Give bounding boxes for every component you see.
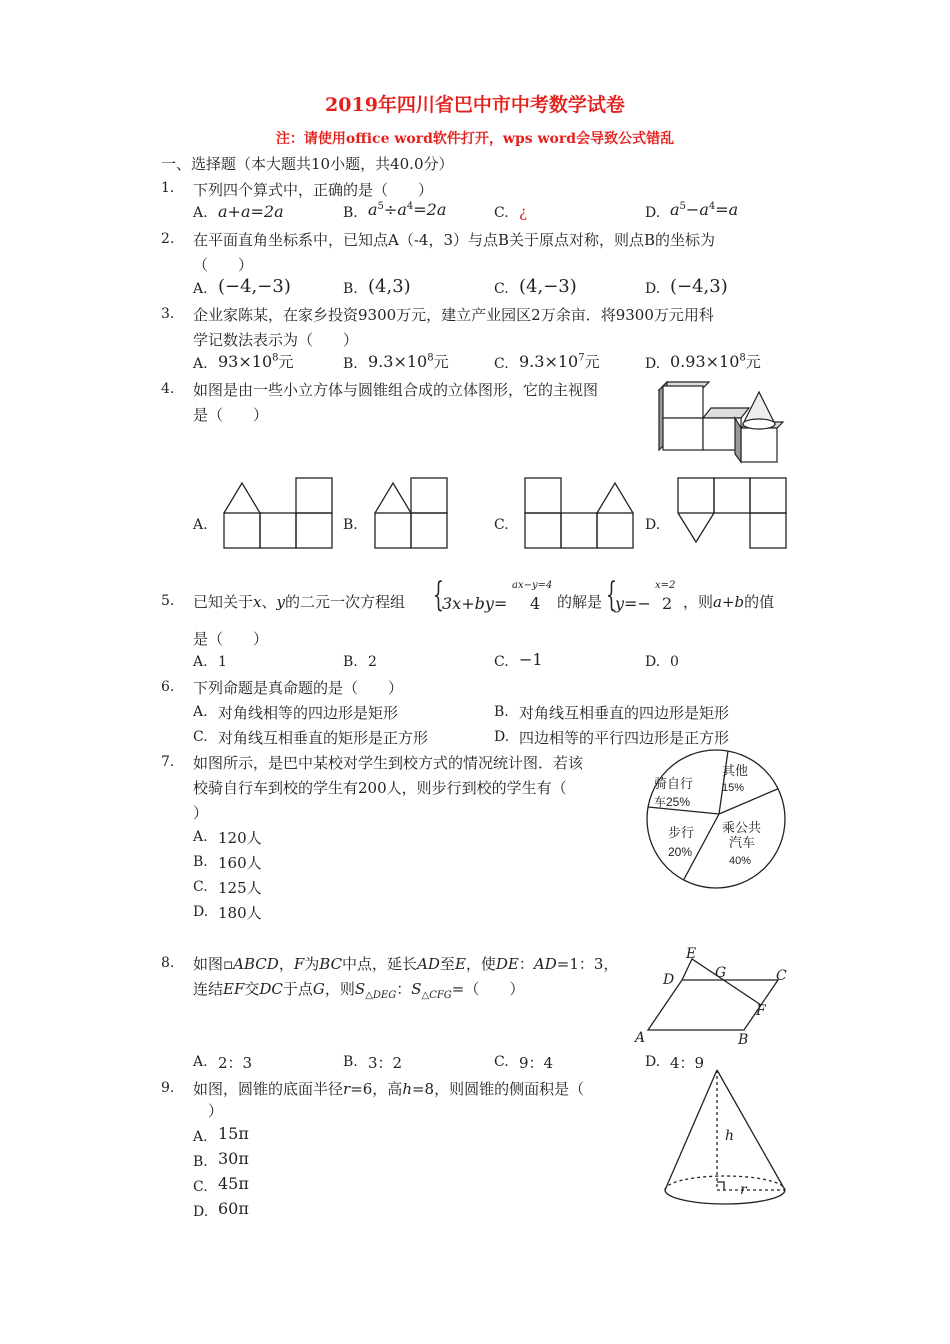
- q6-option-c: 对角线互相垂直的矩形是正方形: [218, 729, 429, 747]
- q5-number: 5.: [161, 593, 175, 609]
- q5-system-top: ax−y=4: [512, 580, 553, 591]
- q2-option-c-label: C.: [494, 281, 509, 297]
- q7-option-c: 125人: [218, 879, 262, 897]
- q2-option-a: (−4,−3): [218, 276, 291, 297]
- q3-option-d: $0.93\times 10^8$元: [670, 352, 761, 371]
- q4-option-a-label: A.: [193, 517, 208, 533]
- q7-option-c-label: C.: [193, 879, 208, 895]
- q8-option-d-label: D.: [645, 1054, 661, 1070]
- q9-option-d: 60π: [218, 1199, 249, 1218]
- q7-option-d-label: D.: [193, 904, 209, 920]
- q9-option-b-label: B.: [193, 1154, 208, 1170]
- q7-text: 如图所示，是巴中某校对学生到校方式的情况统计图．若该: [193, 754, 584, 772]
- q4-option-a-figure: [222, 478, 334, 550]
- q1-option-d-label: D.: [645, 205, 661, 221]
- q1-option-b: $a^5\div a^4=2a$: [368, 200, 447, 219]
- q3-option-a: $93\times 10^8$元: [218, 352, 294, 371]
- pie-label-walk: 步行: [668, 825, 695, 840]
- q8-option-d: 4：9: [670, 1054, 705, 1072]
- q9-option-a: 15π: [218, 1124, 249, 1143]
- q5-option-c-label: C.: [494, 654, 509, 670]
- q8-option-b: 3：2: [368, 1054, 403, 1072]
- pie-label-bus2: 汽车: [729, 835, 756, 850]
- q7-pie-chart: [645, 748, 787, 890]
- q1-option-b-label: B.: [343, 205, 358, 221]
- q1-option-c-label: C.: [494, 205, 509, 221]
- q9-cone-figure: [660, 1066, 790, 1208]
- q5-text-solution: 的解是: [557, 593, 603, 611]
- q5-text: 已知关于x、y的二元一次方程组: [193, 593, 405, 611]
- pie-label-other-pct: 15%: [722, 782, 745, 794]
- q7-option-b: 160人: [218, 854, 262, 872]
- q4-solid-figure: [655, 378, 790, 468]
- q5-option-a-label: A.: [193, 654, 208, 670]
- q3-option-b-label: B.: [343, 356, 358, 372]
- q2-text: 在平面直角坐标系中，已知点A（-4，3）与点B关于原点对称，则点B的坐标为: [193, 231, 716, 249]
- q3-option-b: $9.3\times 10^8$元: [368, 352, 449, 371]
- q8-label-e: E: [686, 946, 697, 962]
- q4-number: 4.: [161, 381, 175, 397]
- q3-text: 企业家陈某，在家乡投资9300万元，建立产业园区2万余亩．将9300万元用科: [193, 306, 714, 324]
- q3-option-a-label: A.: [193, 356, 208, 372]
- pie-label-bike: 骑自行: [654, 776, 694, 791]
- q7-number: 7.: [161, 754, 175, 770]
- q1-option-c: ¿: [519, 203, 528, 221]
- q5-option-b: 2: [368, 654, 377, 670]
- q6-option-c-label: C.: [193, 729, 208, 745]
- q2-option-d-label: D.: [645, 281, 661, 297]
- pie-label-walk-pct: 20%: [668, 845, 693, 859]
- q4-option-b-figure: [373, 478, 449, 550]
- q5-solution-brace: {: [606, 575, 617, 615]
- q5-text-end: ，则a+b的值: [683, 593, 775, 611]
- q8-label-g: G: [715, 965, 727, 981]
- q6-number: 6.: [161, 679, 175, 695]
- q3-option-c: $9.3\times 10^7$元: [519, 352, 600, 371]
- q8-parallelogram-figure: [632, 944, 792, 1048]
- q4-option-d-label: D.: [645, 517, 661, 533]
- q5-system-bottom: 3x+by=: [442, 594, 508, 613]
- q8-label-c: C: [776, 968, 787, 984]
- q2-option-b-label: B.: [343, 281, 358, 297]
- q4-text: 如图是由一些小立方体与圆锥组合成的立体图形，它的主视图: [193, 381, 599, 399]
- q4-option-c-label: C.: [494, 517, 509, 533]
- q6-text: 下列命题是真命题的是（ ）: [193, 679, 404, 697]
- q8-label-f: F: [756, 1003, 766, 1019]
- q6-option-d: 四边相等的平行四边形是正方形: [519, 729, 730, 747]
- note: 注：请使用office word软件打开，wps word会导致公式错乱: [275, 131, 675, 147]
- q4-text-cont: 是（ ）: [193, 406, 269, 424]
- q5-solution-bottom: y=−: [615, 594, 651, 613]
- q5-solution-value: 2: [662, 594, 673, 613]
- q3-option-d-label: D.: [645, 356, 661, 372]
- q5-system-value: 4: [530, 594, 541, 613]
- q6-option-d-label: D.: [494, 729, 510, 745]
- q1-number: 1.: [161, 180, 175, 196]
- q1-option-a-label: A.: [193, 205, 208, 221]
- q9-label-r: r: [740, 1182, 747, 1198]
- pie-label-bus-pct: 40%: [729, 855, 752, 867]
- q5-option-d: 0: [670, 654, 679, 670]
- q8-option-a: 2：3: [218, 1054, 253, 1072]
- q1-option-d: $a^5-a^4=a$: [670, 200, 739, 219]
- q9-option-c-label: C.: [193, 1179, 208, 1195]
- section-heading: 一、选择题（本大题共10小题，共40.0分）: [161, 155, 454, 173]
- q3-option-c-label: C.: [494, 356, 509, 372]
- q8-label-a: A: [635, 1030, 646, 1046]
- q7-option-d: 180人: [218, 904, 262, 922]
- q8-number: 8.: [161, 955, 175, 971]
- q9-option-a-label: A.: [193, 1129, 208, 1145]
- q8-option-c: 9：4: [519, 1054, 554, 1072]
- q6-option-a: 对角线相等的四边形是矩形: [218, 704, 399, 722]
- q8-text-cont: 连结EF交DC于点G，则$S_{\triangle DEG}$：$S_{\triangle CFG}=$（ ）: [193, 980, 525, 1001]
- q9-option-b: 30π: [218, 1149, 249, 1168]
- q8-label-b: B: [738, 1032, 749, 1048]
- q5-system-brace: {: [433, 575, 444, 615]
- q1-option-a: a+a=2a: [218, 202, 284, 221]
- pie-label-bus: 乘公共: [722, 820, 762, 835]
- q5-text-cont: 是（ ）: [193, 630, 269, 648]
- q2-option-b: (4,3): [368, 276, 411, 297]
- q8-option-c-label: C.: [494, 1054, 509, 1070]
- q2-option-d: (−4,3): [670, 276, 728, 297]
- q9-text-cont: ）: [208, 1102, 224, 1120]
- q9-text: 如图，圆锥的底面半径r=6，高h=8，则圆锥的侧面积是（: [193, 1080, 585, 1098]
- q5-solution-top: x=2: [655, 580, 676, 591]
- q2-number: 2.: [161, 231, 175, 247]
- q8-text: 如图▫ABCD，F为BC中点，延长AD至E，使DE：AD=1：3，: [193, 955, 619, 973]
- q7-option-b-label: B.: [193, 854, 208, 870]
- q5-option-a: 1: [218, 654, 227, 670]
- q5-option-d-label: D.: [645, 654, 661, 670]
- q1-text: 下列四个算式中，正确的是（ ）: [193, 181, 434, 199]
- q6-option-b-label: B.: [494, 704, 509, 720]
- q7-text-cont: 校骑自行车到校的学生有200人，则步行到校的学生有（: [193, 779, 567, 797]
- q7-option-a-label: A.: [193, 829, 208, 845]
- q3-text-cont: 学记数法表示为（ ）: [193, 331, 359, 349]
- q6-option-a-label: A.: [193, 704, 208, 720]
- q3-number: 3.: [161, 306, 175, 322]
- q8-option-a-label: A.: [193, 1054, 208, 1070]
- pie-label-bike-pct: 车25%: [654, 795, 691, 809]
- q2-text-cont: （ ）: [193, 256, 254, 274]
- q2-option-c: (4,−3): [519, 276, 577, 297]
- q8-option-b-label: B.: [343, 1054, 358, 1070]
- q9-option-c: 45π: [218, 1174, 249, 1193]
- q4-option-d-figure: [676, 476, 788, 548]
- q4-option-c-figure: [523, 478, 635, 550]
- q5-option-c: −1: [519, 650, 543, 669]
- q2-option-a-label: A.: [193, 281, 208, 297]
- q6-option-b: 对角线互相垂直的四边形是矩形: [519, 704, 730, 722]
- q7-option-a: 120人: [218, 829, 262, 847]
- q4-option-b-label: B.: [343, 517, 358, 533]
- q9-number: 9.: [161, 1080, 175, 1096]
- page-title: 2019年四川省巴中市中考数学试卷: [325, 94, 625, 116]
- q8-label-d: D: [663, 972, 675, 988]
- q9-label-h: h: [725, 1128, 735, 1144]
- q5-option-b-label: B.: [343, 654, 358, 670]
- q9-option-d-label: D.: [193, 1204, 209, 1220]
- q7-text-cont2: ）: [193, 804, 209, 822]
- pie-label-other: 其他: [722, 763, 749, 778]
